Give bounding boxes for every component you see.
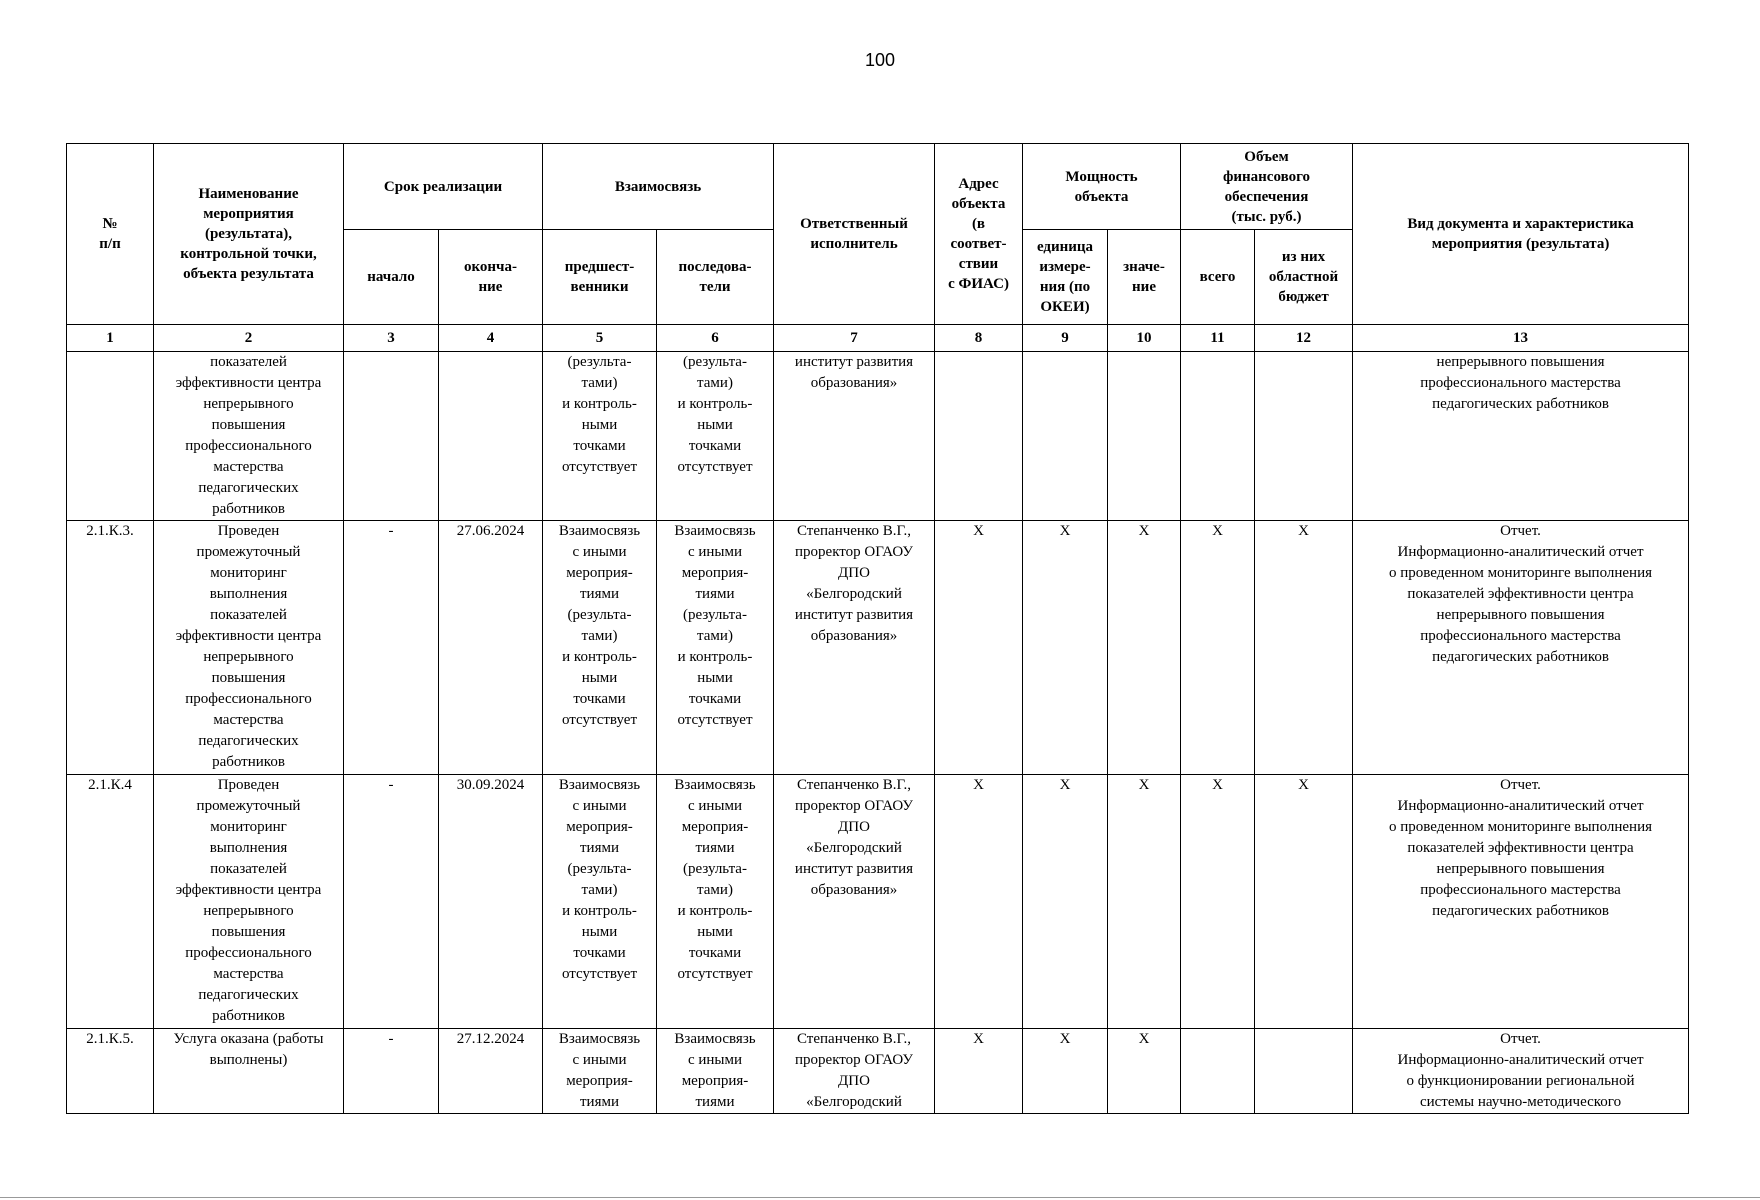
cell-predecessors: (результа- тами) и контроль- ными точками отсутствует — [543, 352, 657, 521]
cell-num: 2.1.К.5. — [67, 1029, 154, 1114]
header-start: начало — [344, 230, 439, 325]
column-number: 3 — [344, 325, 439, 352]
cell-predecessors: Взаимосвязь с иными мероприя- тиями (результа- тами) и контроль- ными точками отсутствует — [543, 775, 657, 1029]
column-number: 5 — [543, 325, 657, 352]
column-number: 4 — [439, 325, 543, 352]
column-number: 6 — [657, 325, 774, 352]
table-row — [67, 775, 1689, 1029]
cell-address: Х — [935, 775, 1023, 1029]
cell-predecessors: Взаимосвязь с иными мероприя- тиями (результа- тами) и контроль- ными точками отсутствует — [543, 521, 657, 775]
scan-edge-line — [0, 1197, 1760, 1198]
table-row — [67, 1029, 1689, 1114]
cell-document: Отчет. Информационно-аналитический отчет о проведенном мониторинге выполнения показателей эффективности центра непрерывного повышения профессионального мастерства педагогических работников — [1353, 775, 1689, 1029]
header-successors: последова- тели — [657, 230, 774, 325]
cell-responsible: Степанченко В.Г., проректор ОГАОУ ДПО «Белгородский институт развития образования» — [774, 521, 935, 775]
table-row — [67, 352, 1689, 521]
table-row — [67, 521, 1689, 775]
cell-name: Услуга оказана (работы выполнены) — [154, 1029, 344, 1114]
cell-successors: Взаимосвязь с иными мероприя- тиями (результа- тами) и контроль- ными точками отсутствует — [657, 775, 774, 1029]
cell-end: 27.06.2024 — [439, 521, 543, 775]
cell-num: 2.1.К.4 — [67, 775, 154, 1029]
header-responsible: Ответственный исполнитель — [774, 144, 935, 325]
cell-start: - — [344, 521, 439, 775]
cell-address — [935, 352, 1023, 521]
cell-regional: Х — [1255, 521, 1353, 775]
cell-successors: Взаимосвязь с иными мероприя- тиями (результа- тами) и контроль- ными точками отсутствует — [657, 521, 774, 775]
cell-end: 27.12.2024 — [439, 1029, 543, 1114]
cell-total — [1181, 1029, 1255, 1114]
column-number: 10 — [1108, 325, 1181, 352]
cell-value: Х — [1108, 775, 1181, 1029]
header-link: Взаимосвязь — [543, 144, 774, 230]
cell-end: 30.09.2024 — [439, 775, 543, 1029]
cell-address: Х — [935, 521, 1023, 775]
header-row-1 — [67, 144, 1689, 230]
cell-total: Х — [1181, 775, 1255, 1029]
cell-predecessors: Взаимосвязь с иными мероприя- тиями — [543, 1029, 657, 1114]
column-number: 9 — [1023, 325, 1108, 352]
cell-regional — [1255, 352, 1353, 521]
column-number: 8 — [935, 325, 1023, 352]
header-document: Вид документа и характеристика мероприятия (результата) — [1353, 144, 1689, 325]
cell-num: 2.1.К.3. — [67, 521, 154, 775]
cell-regional: Х — [1255, 775, 1353, 1029]
cell-total: Х — [1181, 521, 1255, 775]
column-number: 12 — [1255, 325, 1353, 352]
cell-document: Отчет. Информационно-аналитический отчет о функционировании региональной системы научно-методического — [1353, 1029, 1689, 1114]
cell-name: Проведен промежуточный мониторинг выполнения показателей эффективности центра непрерывного повышения профессионального мастерства педагогических работников — [154, 775, 344, 1029]
column-number: 1 — [67, 325, 154, 352]
cell-name: показателей эффективности центра непрерывного повышения профессионального мастерства педагогических работников — [154, 352, 344, 521]
plan-table — [66, 143, 1689, 1114]
cell-responsible: Степанченко В.Г., проректор ОГАОУ ДПО «Белгородский институт развития образования» — [774, 775, 935, 1029]
cell-value: Х — [1108, 1029, 1181, 1114]
header-name: Наименование мероприятия (результата), контрольной точки, объекта результата — [154, 144, 344, 325]
cell-responsible: институт развития образования» — [774, 352, 935, 521]
cell-unit: Х — [1023, 775, 1108, 1029]
page-number: 100 — [864, 50, 896, 70]
cell-value — [1108, 352, 1181, 521]
header-finance: Объем финансового обеспечения (тыс. руб.) — [1181, 144, 1353, 230]
cell-total — [1181, 352, 1255, 521]
header-end: оконча- ние — [439, 230, 543, 325]
cell-unit — [1023, 352, 1108, 521]
cell-start — [344, 352, 439, 521]
cell-unit: Х — [1023, 1029, 1108, 1114]
column-number: 7 — [774, 325, 935, 352]
header-regional: из них областной бюджет — [1255, 230, 1353, 325]
cell-unit: Х — [1023, 521, 1108, 775]
column-number: 11 — [1181, 325, 1255, 352]
cell-responsible: Степанченко В.Г., проректор ОГАОУ ДПО «Белгородский — [774, 1029, 935, 1114]
column-number: 13 — [1353, 325, 1689, 352]
header-unit: единица измере- ния (по ОКЕИ) — [1023, 230, 1108, 325]
cell-regional — [1255, 1029, 1353, 1114]
cell-start: - — [344, 1029, 439, 1114]
header-total: всего — [1181, 230, 1255, 325]
cell-start: - — [344, 775, 439, 1029]
cell-name: Проведен промежуточный мониторинг выполнения показателей эффективности центра непрерывного повышения профессионального мастерства педагогических работников — [154, 521, 344, 775]
cell-end — [439, 352, 543, 521]
header-power: Мощность объекта — [1023, 144, 1181, 230]
column-numbers-row — [67, 325, 1689, 352]
header-num: № п/п — [67, 144, 154, 325]
column-number: 2 — [154, 325, 344, 352]
cell-document: непрерывного повышения профессионального мастерства педагогических работников — [1353, 352, 1689, 521]
cell-value: Х — [1108, 521, 1181, 775]
header-value: значе- ние — [1108, 230, 1181, 325]
cell-successors: Взаимосвязь с иными мероприя- тиями — [657, 1029, 774, 1114]
cell-address: Х — [935, 1029, 1023, 1114]
header-period: Срок реализации — [344, 144, 543, 230]
cell-successors: (результа- тами) и контроль- ными точками отсутствует — [657, 352, 774, 521]
cell-num — [67, 352, 154, 521]
cell-document: Отчет. Информационно-аналитический отчет о проведенном мониторинге выполнения показателей эффективности центра непрерывного повышения профессионального мастерства педагогических работников — [1353, 521, 1689, 775]
header-address: Адрес объекта (в соответ- ствии с ФИАС) — [935, 144, 1023, 325]
header-predecessors: предшест- венники — [543, 230, 657, 325]
